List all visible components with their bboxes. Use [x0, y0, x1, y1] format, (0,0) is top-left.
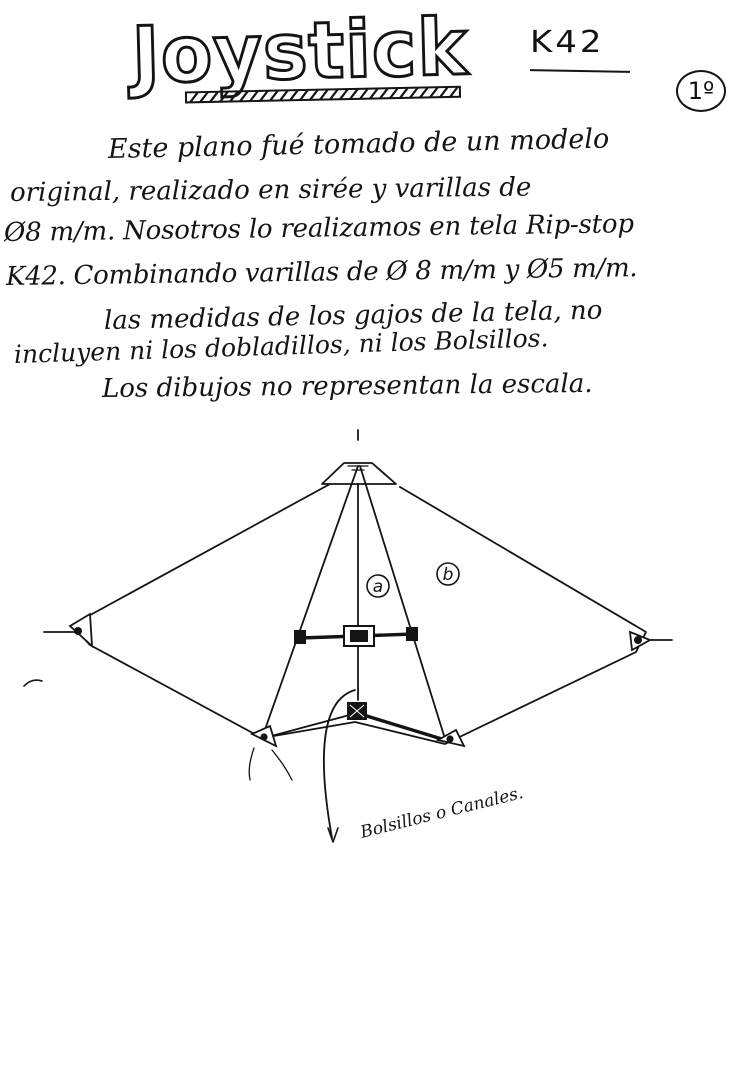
- note-line-4: K42. Combinando varillas de Ø 8 m/m y Ø5 m/m.: [5, 253, 638, 292]
- note-line-6: incluyen ni los dobladillos, ni los Bolsillos.: [13, 323, 549, 369]
- note-line-1: Este plano fué tomado de un modelo: [107, 123, 610, 165]
- center-spreader-connector: [344, 626, 374, 646]
- right-spreader-pocket: [406, 627, 418, 641]
- page-number-badge: 1º: [676, 70, 726, 112]
- note-line-3: Ø8 m/m. Nosotros lo realizamos en tela Rip-stop: [3, 209, 635, 248]
- right-tip-pocket: [630, 632, 650, 650]
- panel-a-marker: [367, 575, 389, 597]
- kite-diagram: [0, 420, 752, 880]
- pocket-label: Bolsillos o Canales.: [358, 783, 526, 843]
- left-spreader-pocket: [294, 630, 306, 644]
- title-lettering: [128, 2, 484, 102]
- panel-a-label: a: [372, 577, 384, 597]
- note-line-5: las medidas de los gajos de la tela, no: [103, 295, 603, 336]
- title-block: [128, 2, 484, 102]
- note-line-7: Los dibujos no representan la escala.: [101, 368, 593, 404]
- note-line-2: original, realizado en sirée y varillas de: [9, 172, 532, 208]
- panel-b-label: b: [442, 565, 454, 585]
- model-code: K42: [530, 24, 605, 60]
- left-tip-pocket: [70, 614, 92, 646]
- lower-spine-connector: [347, 702, 367, 720]
- left-rod: [262, 466, 358, 738]
- panel-b-marker: [437, 563, 459, 585]
- left-trailing-pocket: [252, 726, 276, 746]
- kite-title: Joystick: [130, 2, 484, 102]
- model-code-underline: [530, 69, 630, 73]
